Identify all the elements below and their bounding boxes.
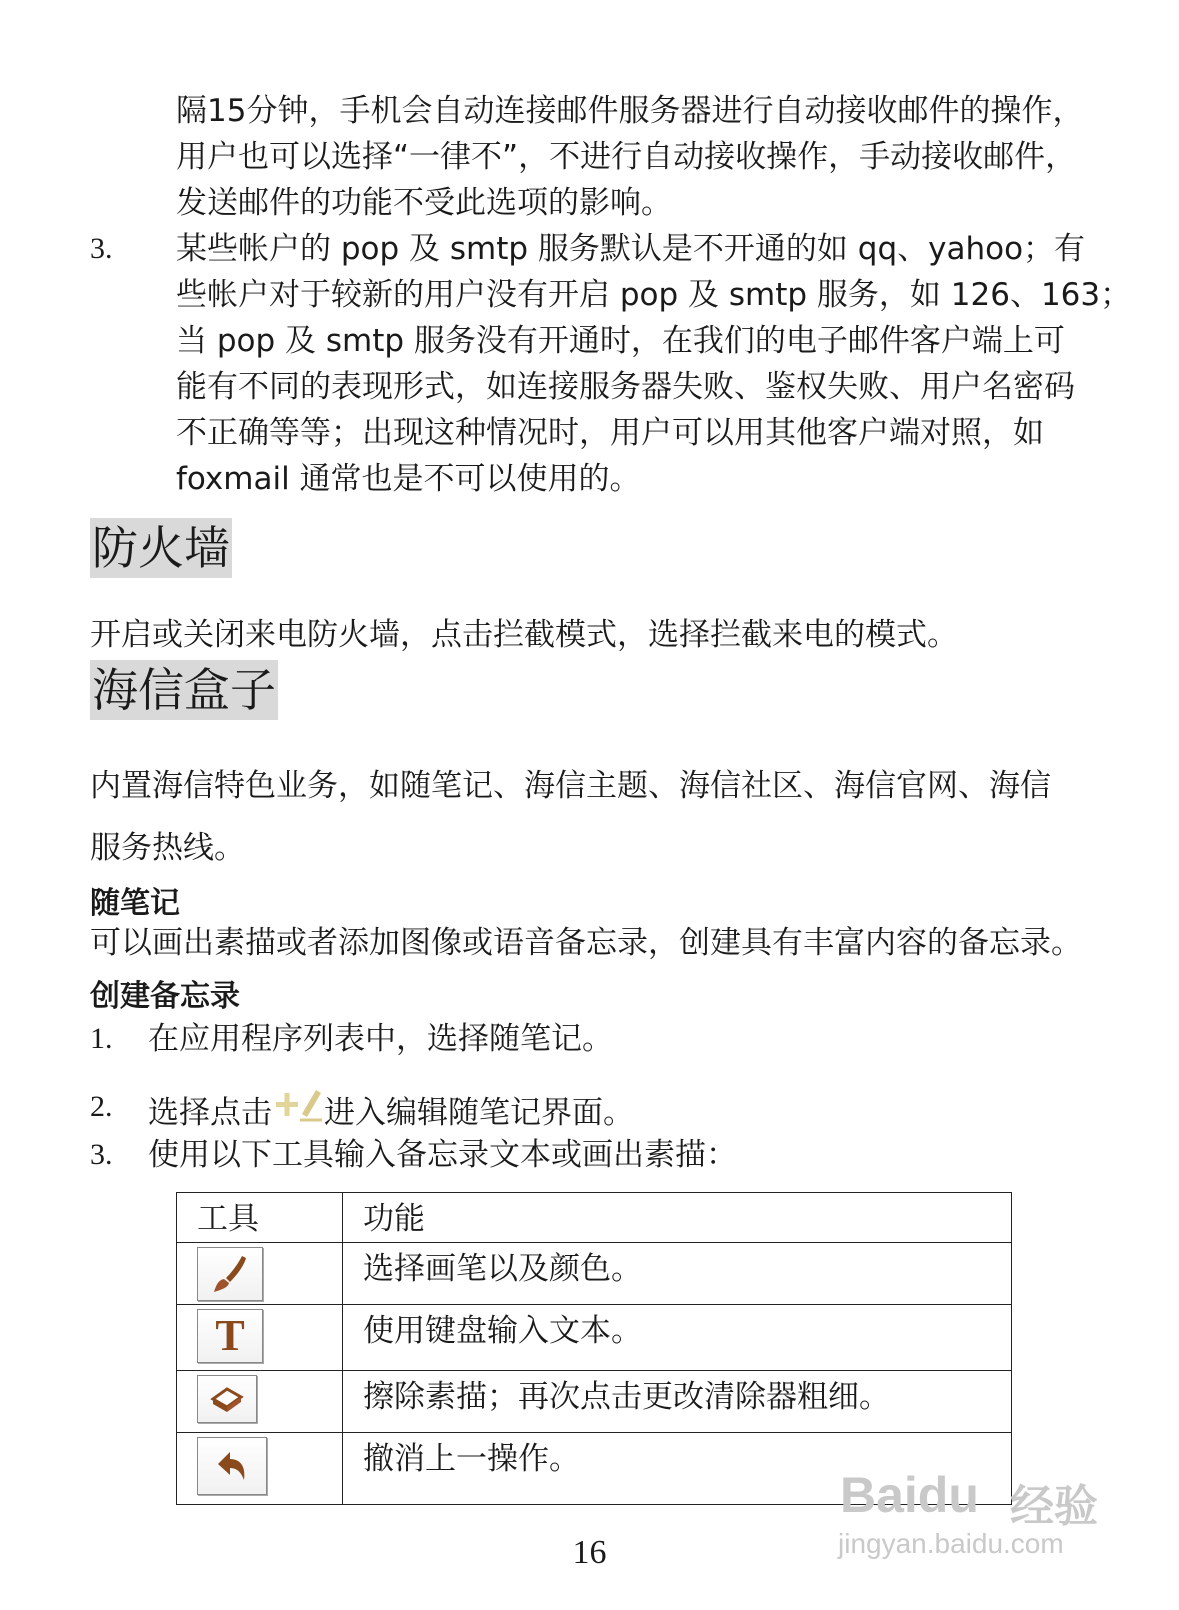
firewall-description: 开启或关闭来电防火墙，点击拦截模式，选择拦截来电的模式。 xyxy=(90,617,958,653)
table-row xyxy=(177,1371,1012,1433)
function-cell: 擦除素描；再次点击更改清除器粗细。 xyxy=(343,1371,1012,1433)
tool-cell xyxy=(177,1433,343,1505)
text-line: 当 pop 及 smtp 服务没有开通时，在我们的电子邮件客户端上可 xyxy=(176,323,1065,359)
function-cell: 撤消上一操作。 xyxy=(343,1433,1012,1505)
tool-table xyxy=(176,1192,1012,1505)
tool-cell xyxy=(177,1371,343,1433)
text-line: foxmail 通常也是不可以使用的。 xyxy=(176,461,641,497)
list-number: 1. xyxy=(90,1022,113,1055)
step-text xyxy=(148,1084,634,1136)
section-heading-hisense-box: 海信盒子 xyxy=(90,660,278,720)
text-line: 发送邮件的功能不受此选项的影响。 xyxy=(176,185,672,221)
page-number: 16 xyxy=(572,1534,607,1571)
eraser-icon[interactable] xyxy=(197,1375,257,1423)
add-note-icon xyxy=(272,1084,324,1128)
tool-cell xyxy=(177,1305,343,1371)
step-text: 在应用程序列表中，选择随笔记。 xyxy=(148,1021,613,1057)
table-row xyxy=(177,1243,1012,1305)
watermark-brand: Baidu xyxy=(840,1467,979,1523)
text-line: 能有不同的表现形式，如连接服务器失败、鉴权失败、用户名密码 xyxy=(176,369,1075,405)
text-tool-glyph: T xyxy=(215,1311,245,1360)
list-number: 3. xyxy=(90,1138,113,1171)
header-function: 功能 xyxy=(343,1193,1012,1243)
watermark-label: 经验 xyxy=(1010,1482,1098,1531)
table-header-row xyxy=(177,1193,1012,1243)
notes-title: 随笔记 xyxy=(90,886,180,921)
step-text-after: 进入编辑随笔记界面。 xyxy=(324,1095,634,1131)
function-cell: 选择画笔以及颜色。 xyxy=(343,1243,1012,1305)
brush-icon[interactable] xyxy=(197,1247,263,1301)
watermark-url: jingyan.baidu.com xyxy=(838,1528,1064,1559)
header-tool: 工具 xyxy=(177,1193,343,1243)
list-number: 3. xyxy=(90,232,113,265)
hisense-box-description-line2: 服务热线。 xyxy=(90,830,245,866)
text-line: 某些帐户的 pop 及 smtp 服务默认是不开通的如 qq、yahoo；有 xyxy=(176,231,1086,267)
text-line: 隔15分钟，手机会自动连接邮件服务器进行自动接收邮件的操作， xyxy=(176,93,1084,129)
tool-cell xyxy=(177,1243,343,1305)
text-line: 不正确等等；出现这种情况时，用户可以用其他客户端对照，如 xyxy=(176,415,1044,451)
step-text-before: 选择点击 xyxy=(148,1095,272,1131)
section-heading-firewall: 防火墙 xyxy=(90,518,232,578)
hisense-box-description-line1: 内置海信特色业务，如随笔记、海信主题、海信社区、海信官网、海信 xyxy=(90,768,1051,804)
list-number: 2. xyxy=(90,1090,113,1123)
create-note-title: 创建备忘录 xyxy=(90,979,240,1014)
step-text: 使用以下工具输入备忘录文本或画出素描： xyxy=(148,1137,737,1173)
text-tool-icon[interactable] xyxy=(197,1309,263,1363)
table-row xyxy=(177,1305,1012,1371)
notes-description: 可以画出素描或者添加图像或语音备忘录，创建具有丰富内容的备忘录。 xyxy=(90,925,1082,961)
text-line: 用户也可以选择“一律不”，不进行自动接收操作，手动接收邮件， xyxy=(176,139,1077,175)
undo-icon[interactable] xyxy=(197,1437,267,1495)
text-line: 些帐户对于较新的用户没有开启 pop 及 smtp 服务，如 126、163； xyxy=(176,277,1132,313)
function-cell: 使用键盘输入文本。 xyxy=(343,1305,1012,1371)
